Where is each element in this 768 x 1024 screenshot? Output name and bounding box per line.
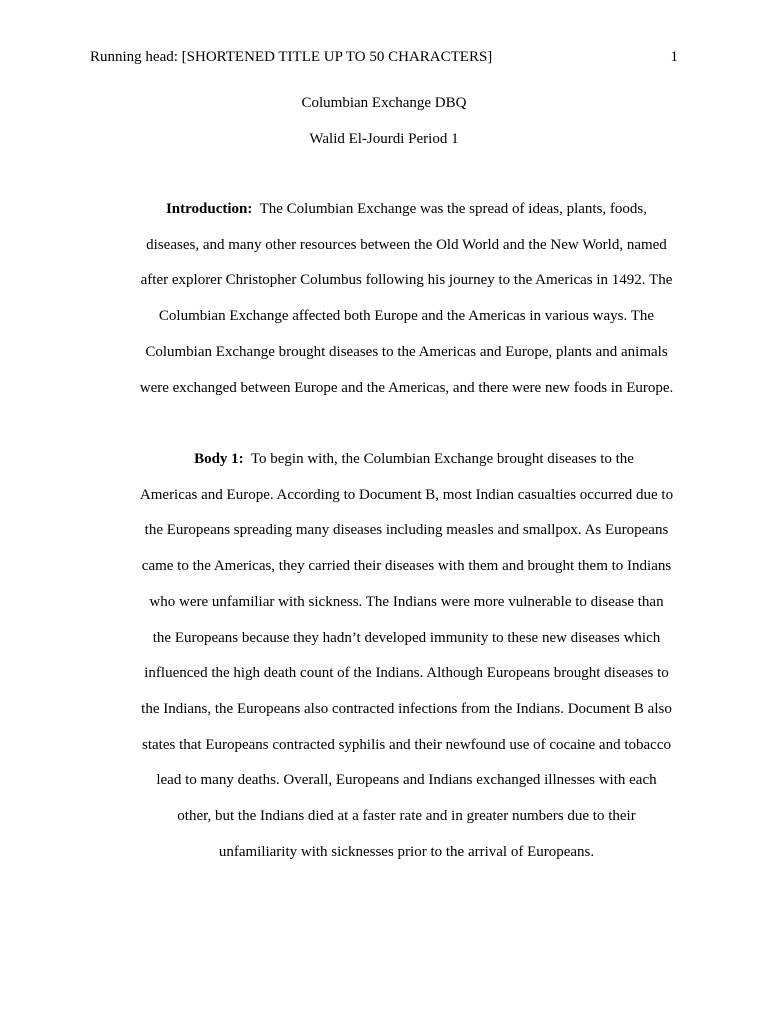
- paragraph-line: diseases, and many other resources between the Old World and the New World, named: [146, 236, 667, 253]
- paragraph-line: the Europeans spreading many diseases including measles and smallpox. As Europeans: [144, 522, 669, 539]
- paragraph-line: who were unfamiliar with sickness. The Indians were more vulnerable to disease than: [149, 593, 664, 610]
- body1-paragraph: [130, 442, 683, 870]
- paragraph-line: [130, 192, 683, 228]
- paragraph-line: [130, 442, 683, 478]
- title-block: [0, 92, 768, 164]
- running-head: Running head: [SHORTENED TITLE UP TO 50 CHARACTERS]: [90, 49, 493, 65]
- paragraph-line: other, but the Indians died at a faster rate and in greater numbers due to their: [177, 808, 636, 825]
- paragraph-line: Americas and Europe. According to Document B, most Indian casualties occurred due to: [139, 486, 674, 503]
- paragraph-line: the Europeans because they hadn’t developed immunity to these new diseases which: [152, 629, 661, 646]
- introduction-label: Introduction:: [165, 201, 253, 217]
- line-text: To begin with, the Columbian Exchange brought diseases to the: [250, 451, 634, 467]
- paragraph-line: after explorer Christopher Columbus following his journey to the Americas in 1492. The: [140, 272, 673, 289]
- author-line: Walid El-Jourdi Period 1: [309, 131, 459, 147]
- paragraph-line: were exchanged between Europe and the Americas, and there were new foods in Europe.: [139, 379, 674, 396]
- paragraph-line: Columbian Exchange affected both Europe and the Americas in various ways. The: [158, 308, 655, 325]
- paragraph-line: unfamiliarity with sicknesses prior to the arrival of Europeans.: [218, 843, 595, 860]
- page-number: 1: [670, 49, 678, 65]
- line-text: The Columbian Exchange was the spread of ideas, plants, foods,: [259, 201, 648, 217]
- introduction-paragraph: [130, 192, 683, 406]
- paragraph-line: influenced the high death count of the Indians. Although Europeans brought diseases to: [144, 665, 669, 682]
- paragraph-line: states that Europeans contracted syphilis and their newfound use of cocaine and tobacco: [142, 736, 671, 753]
- body1-label: Body 1:: [194, 451, 244, 467]
- paragraph-line: Columbian Exchange brought diseases to the Americas and Europe, plants and animals: [145, 343, 668, 360]
- paragraph-line: came to the Americas, they carried their diseases with them and brought them to Indians: [141, 558, 672, 575]
- document-title: Columbian Exchange DBQ: [301, 95, 467, 111]
- paragraph-line: the Indians, the Europeans also contracted infections from the Indians. Document B also: [141, 700, 672, 717]
- page-header: [90, 47, 678, 67]
- paragraph-line: lead to many deaths. Overall, Europeans and Indians exchanged illnesses with each: [156, 772, 657, 789]
